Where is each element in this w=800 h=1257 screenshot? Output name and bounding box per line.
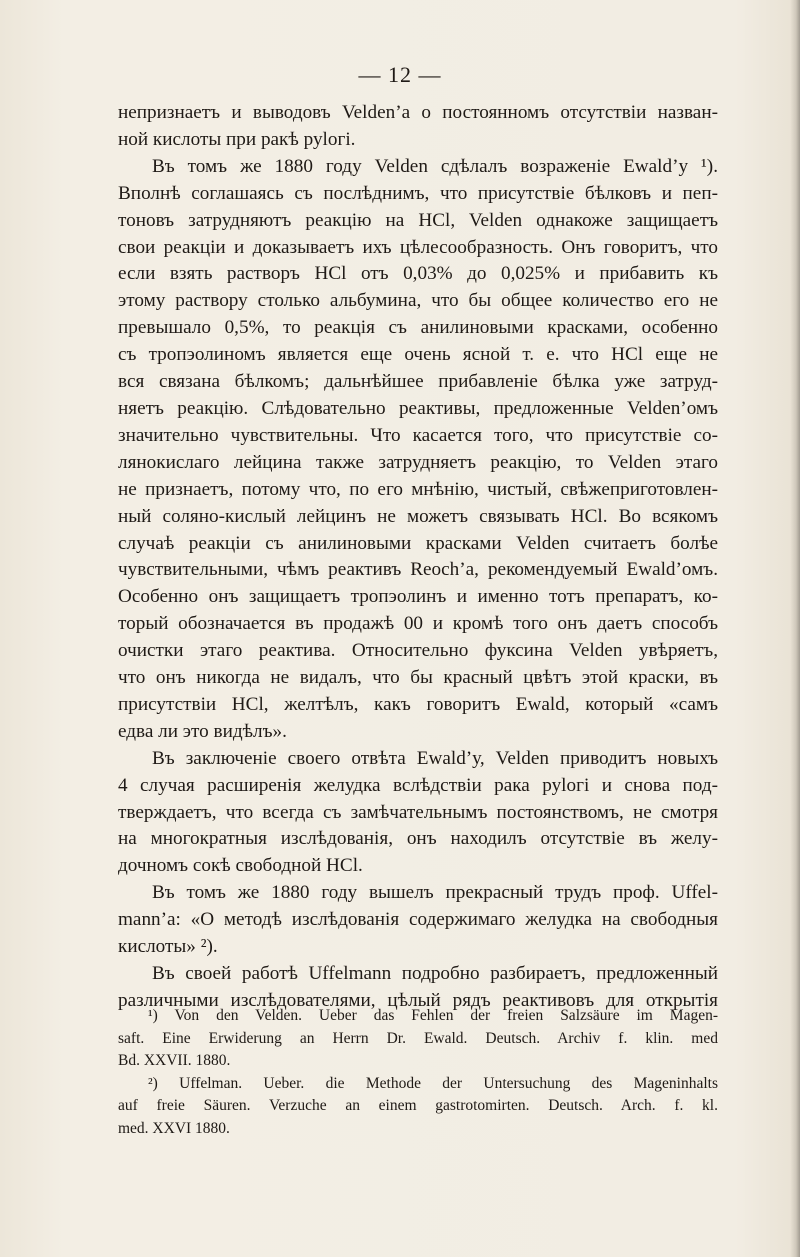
text-line: кислоты» ²).	[118, 936, 218, 958]
text-line: вся связана бѣлкомъ; дальнѣйшее прибавленіе бѣлка уже затруд-	[118, 371, 718, 393]
footnote-line: ²) Uffelman. Ueber. die Methode der Untersuchung des Mageninhalts	[148, 1074, 718, 1092]
text-line: дочномъ сокѣ свободной HCl.	[118, 855, 363, 877]
footnote-line: auf freie Säuren. Verzuche an einem gastrotomirten. Deutsch. Arch. f. kl.	[118, 1097, 718, 1115]
text-line: превышало 0,5%, то реакція съ анилиновыми красками, особенно	[118, 317, 718, 339]
text-line: очистки этаго реактива. Относительно фуксина Velden увѣряетъ,	[118, 640, 718, 662]
text-line: Въ томъ же 1880 году вышелъ прекрасный трудъ проф. Uffel-	[152, 882, 718, 904]
text-line: непризнаетъ и выводовъ Velden’а о постоянномъ отсутствіи назван-	[118, 102, 718, 123]
text-line: лянокислаго лейцина также затрудняетъ реакцію, то Velden этаго	[118, 451, 718, 473]
text-line: если взять растворъ HCl отъ 0,03% до 0,025% и прибавить къ	[118, 263, 718, 285]
text-line: едва ли это видѣлъ».	[118, 720, 287, 742]
text-line: Въ заключеніе своего отвѣта Ewald’у, Velden приводитъ новыхъ	[152, 747, 718, 769]
footnote-line: med. XXVI 1880.	[118, 1119, 230, 1137]
text-line: ной кислоты при ракѣ руlогі.	[118, 128, 356, 150]
text-line: Особенно онъ защищаетъ тропэолинъ и именно тотъ препаратъ, ко-	[118, 586, 718, 608]
text-line: торый обозначается въ продажѣ 00 и кромѣ того онъ даетъ способъ	[118, 613, 718, 635]
footnote-line: ¹) Von den Velden. Ueber das Fehlen der freien Salzsäure im Magen-	[148, 1007, 718, 1024]
text-line: съ тропэолиномъ является еще очень ясной т. е. что HCl еще не	[118, 344, 718, 366]
text-line: не признаетъ, потому что, по его мнѣнію, чистый, свѣжеприготовлен-	[118, 478, 718, 500]
text-line: присутствіи HCl, желтѣлъ, какъ говоритъ Ewald, который «самъ	[118, 693, 718, 715]
text-line: Вполнѣ соглашаясь съ послѣднимъ, что присутствіе бѣлковъ и пеп-	[118, 182, 718, 204]
text-line: значительно чувствительны. Что касается того, что присутствіе со-	[118, 424, 718, 446]
text-line: различными изслѣдователями, цѣлый рядъ реактивовъ для открытія	[118, 989, 718, 1011]
text-line: тверждаетъ, что всегда съ замѣчательнымъ постоянствомъ, не смотря	[118, 801, 718, 823]
text-line: Въ своей работѣ Uffelmann подробно разбираетъ, предложенный	[152, 963, 718, 984]
footnote-line: saft. Eine Erwiderung an Herrn Dr. Ewald. Deutsch. Archiv f. klin. med	[118, 1029, 718, 1047]
text-line: на многократныя изслѣдованія, онъ находилъ отсутствіе въ желу-	[118, 828, 718, 850]
body-text	[118, 100, 718, 1015]
text-line: mann’а: «О методѣ изслѣдованія содержимаго желудка на свободныя	[118, 909, 718, 931]
text-line: 4 случая расширенія желудка вслѣдствіи рака руlогі и снова под-	[118, 774, 718, 796]
page-edge-shadow	[790, 0, 800, 1257]
text-line: тоновъ затрудняютъ реакцію на HCl, Velden однакоже защищаетъ	[118, 209, 718, 231]
footnotes	[118, 1005, 718, 1141]
text-line: этому раствору столько альбумина, что бы общее количество его не	[118, 290, 718, 312]
text-line: чувствительными, чѣмъ реактивъ Reoch’а, рекомендуемый Ewald’омъ.	[118, 559, 718, 581]
page-number: — 12 —	[358, 62, 442, 87]
footnote-line: Bd. XXVII. 1880.	[118, 1052, 231, 1070]
text-line: что онъ никогда не видалъ, что бы красный цвѣтъ этой краски, въ	[118, 667, 718, 689]
text-line: свои реакціи и доказываетъ ихъ цѣлесообразность. Онъ говоритъ, что	[118, 236, 718, 258]
text-line: Въ томъ же 1880 году Velden сдѣлалъ возраженіе Ewald’у ¹).	[152, 155, 718, 177]
text-line: ный соляно-кислый лейцинъ не можетъ связывать HCl. Во всякомъ	[118, 505, 718, 527]
text-line: няетъ реакцію. Слѣдовательно реактивы, предложенные Velden’омъ	[118, 397, 718, 419]
text-line: случаѣ реакціи съ анилиновыми красками Velden считаетъ болѣе	[118, 532, 718, 554]
